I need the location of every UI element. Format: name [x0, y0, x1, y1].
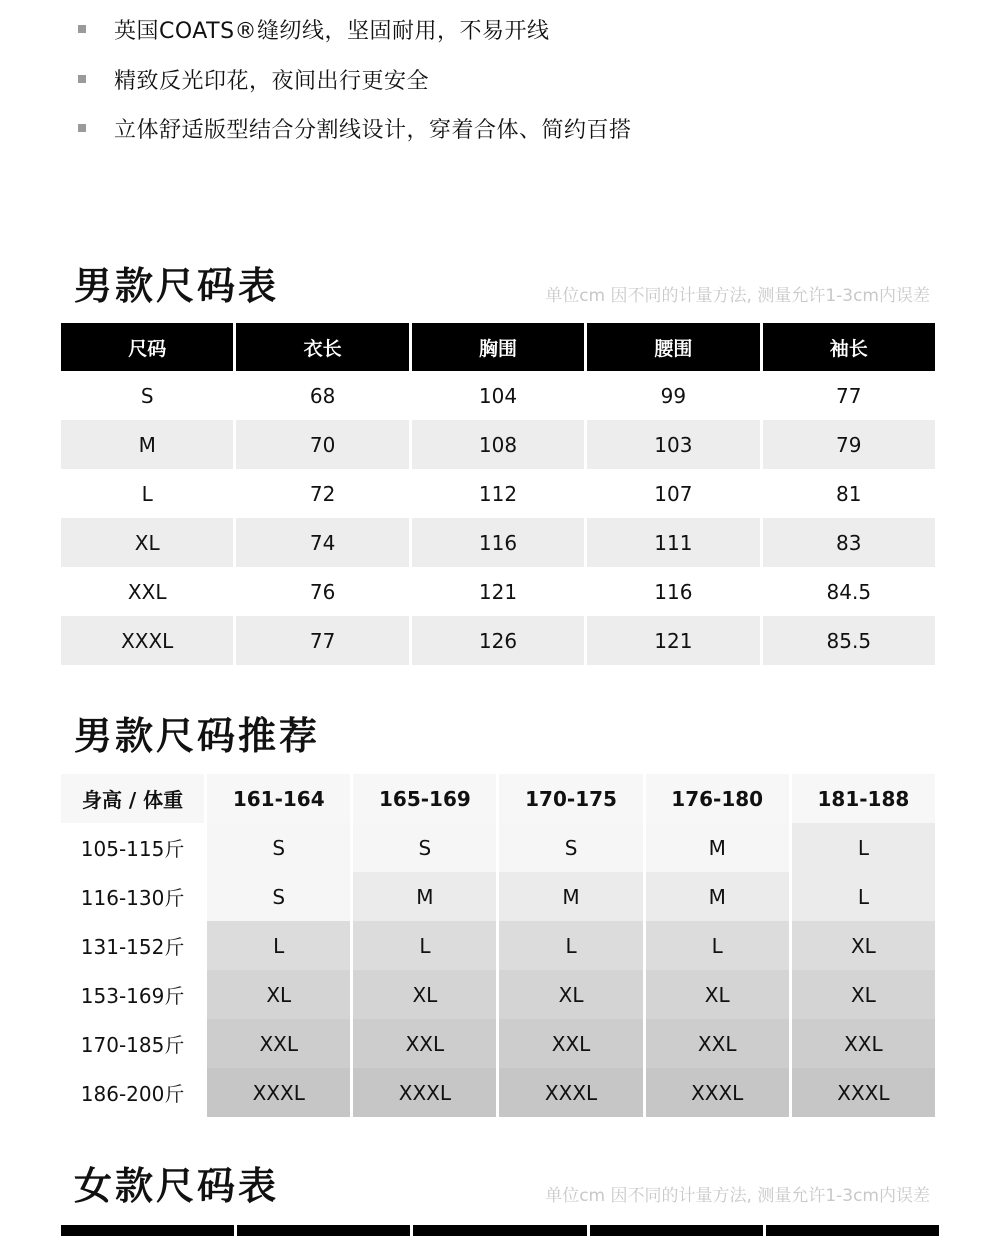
feature-text: 精致反光印花，夜间出行更安全: [114, 68, 430, 94]
table-cell: XXXL: [646, 1068, 789, 1117]
men-rec-title: 男款尺码推荐: [74, 714, 321, 758]
table-row: [61, 469, 935, 518]
header-cell: 袖长: [763, 323, 935, 371]
table-header-row: [61, 323, 935, 371]
table-cell: 74: [236, 518, 408, 567]
feature-text: 立体舒适版型结合分割线设计，穿着合体、简约百搭: [114, 117, 632, 143]
header-cell: 腰围: [587, 323, 759, 371]
table-row: [61, 970, 935, 1019]
table-cell: XXL: [499, 1019, 642, 1068]
table-cell: 99: [660, 383, 687, 408]
women-size-title: 女款尺码表: [74, 1164, 280, 1208]
table-cell: S: [353, 823, 496, 872]
row-label: 153-169斤: [61, 970, 204, 1019]
table-cell: L: [141, 481, 153, 506]
table-cell: L: [353, 921, 496, 970]
table-cell: S: [207, 872, 350, 921]
table-cell: 126: [412, 616, 584, 665]
men-size-note: 单位cm 因不同的计量方法, 测量允许1-3cm内误差: [545, 286, 930, 306]
table-cell: 116: [412, 518, 584, 567]
table-cell: 72: [309, 481, 336, 506]
table-cell: 84.5: [826, 579, 872, 604]
table-row: [61, 518, 935, 567]
header-cell: 181-188: [792, 774, 935, 823]
row-label: 186-200斤: [61, 1068, 204, 1117]
table-cell: M: [499, 872, 642, 921]
table-cell: XXXL: [353, 1068, 496, 1117]
table-cell: M: [646, 823, 789, 872]
table-cell: XXL: [353, 1019, 496, 1068]
women-size-table-header: [61, 1225, 939, 1236]
row-label: 105-115斤: [61, 823, 204, 872]
header-cell: 161-164: [207, 774, 350, 823]
table-cell: XL: [353, 970, 496, 1019]
table-row: [61, 1068, 935, 1117]
header-cell: [61, 1225, 234, 1236]
table-cell: XL: [646, 970, 789, 1019]
table-cell: XXXL: [499, 1068, 642, 1117]
table-cell: 103: [587, 420, 759, 469]
table-cell: L: [646, 921, 789, 970]
table-cell: S: [499, 823, 642, 872]
bullet-square-icon: [78, 124, 86, 132]
header-cell: 胸围: [412, 323, 584, 371]
table-header-row: [61, 774, 935, 823]
table-cell: 79: [763, 420, 935, 469]
table-cell: XXXL: [792, 1068, 935, 1117]
men-size-table: [58, 323, 938, 665]
table-cell: S: [140, 383, 154, 408]
table-cell: 85.5: [763, 616, 935, 665]
table-cell: L: [207, 921, 350, 970]
header-cell: [590, 1225, 763, 1236]
table-cell: M: [646, 872, 789, 921]
table-cell: L: [792, 872, 935, 921]
header-cell: 176-180: [646, 774, 789, 823]
table-cell: L: [792, 823, 935, 872]
bullet-square-icon: [78, 75, 86, 83]
table-cell: 116: [654, 579, 693, 604]
table-cell: 68: [309, 383, 336, 408]
header-cell: 身高 / 体重: [61, 774, 204, 823]
table-row: [61, 371, 935, 420]
table-cell: 111: [587, 518, 759, 567]
row-label: 170-185斤: [61, 1019, 204, 1068]
table-cell: S: [207, 823, 350, 872]
header-cell: [766, 1225, 939, 1236]
table-row: [61, 420, 935, 469]
table-cell: XL: [792, 970, 935, 1019]
table-cell: 121: [478, 579, 518, 604]
header-cell: [237, 1225, 410, 1236]
header-cell: 170-175: [499, 774, 642, 823]
table-cell: 108: [412, 420, 584, 469]
table-cell: XXL: [127, 579, 167, 604]
women-size-note: 单位cm 因不同的计量方法, 测量允许1-3cm内误差: [545, 1186, 930, 1206]
row-label: 131-152斤: [61, 921, 204, 970]
table-cell: 70: [236, 420, 408, 469]
feature-item: [78, 113, 632, 143]
table-cell: XXXL: [61, 616, 233, 665]
table-cell: M: [61, 420, 233, 469]
table-cell: XXL: [207, 1019, 350, 1068]
bullet-square-icon: [78, 25, 86, 33]
table-cell: XXL: [792, 1019, 935, 1068]
table-cell: 76: [309, 579, 336, 604]
table-cell: XL: [207, 970, 350, 1019]
table-cell: 112: [478, 481, 518, 506]
table-cell: 83: [763, 518, 935, 567]
men-rec-table: [58, 774, 938, 1117]
men-size-title: 男款尺码表: [74, 264, 280, 308]
table-row: [61, 872, 935, 921]
header-cell: 尺码: [61, 323, 233, 371]
table-cell: 81: [836, 481, 862, 506]
table-cell: M: [353, 872, 496, 921]
header-cell: [413, 1225, 586, 1236]
table-row: [61, 921, 935, 970]
table-cell: XL: [61, 518, 233, 567]
table-cell: XL: [499, 970, 642, 1019]
table-row: [61, 1019, 935, 1068]
table-row: [61, 823, 935, 872]
feature-item: [78, 14, 550, 44]
table-cell: XXXL: [207, 1068, 350, 1117]
table-cell: 77: [236, 616, 408, 665]
table-cell: 121: [587, 616, 759, 665]
feature-text: 英国COATS®缝纫线，坚固耐用，不易开线: [114, 18, 550, 44]
table-cell: XL: [792, 921, 935, 970]
feature-item: [78, 64, 429, 94]
table-cell: 107: [654, 481, 693, 506]
table-cell: L: [499, 921, 642, 970]
table-row: [61, 616, 935, 665]
table-cell: 77: [836, 383, 862, 408]
table-cell: 104: [478, 383, 518, 408]
header-cell: 165-169: [353, 774, 496, 823]
table-cell: XXL: [646, 1019, 789, 1068]
row-label: 116-130斤: [61, 872, 204, 921]
header-cell: 衣长: [236, 323, 408, 371]
table-row: [61, 567, 935, 616]
